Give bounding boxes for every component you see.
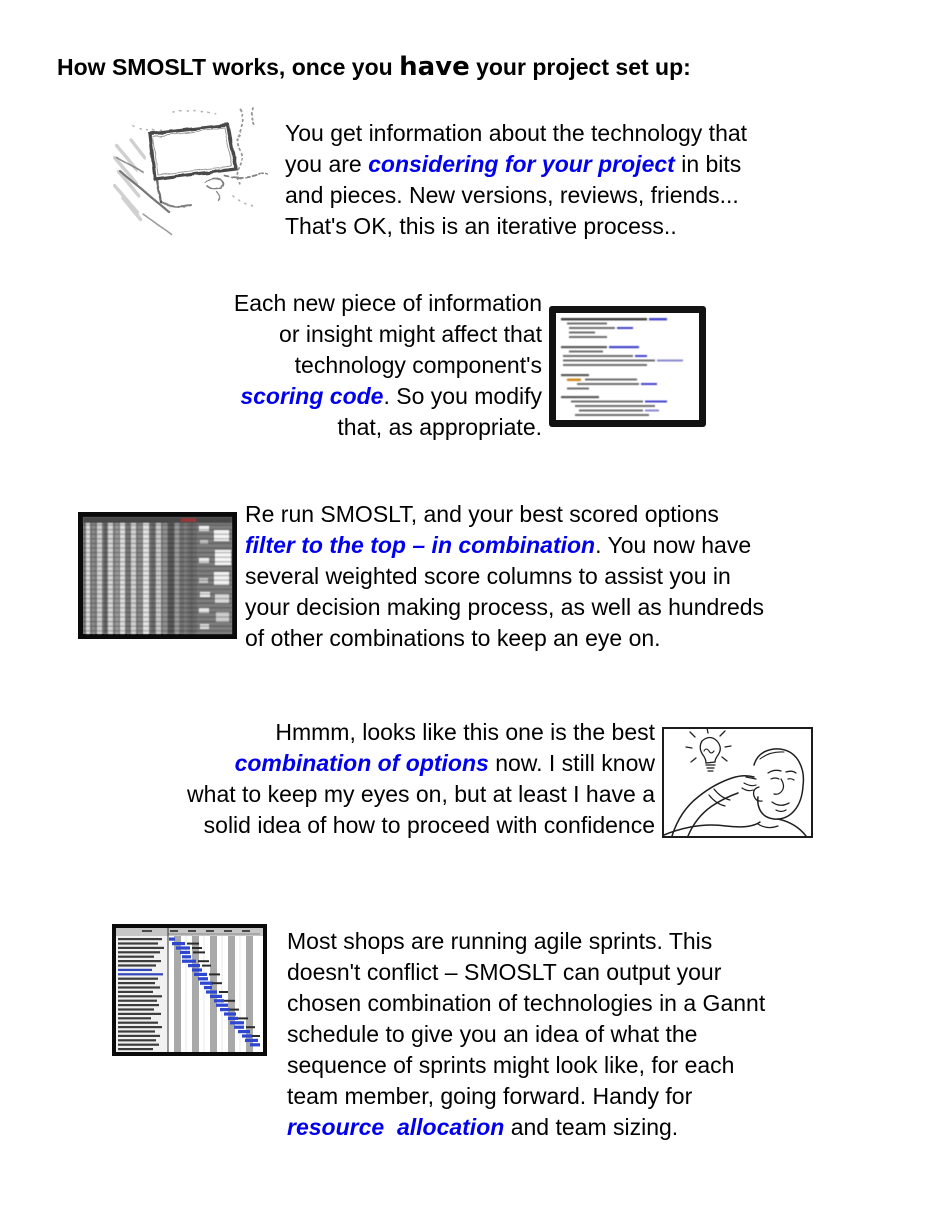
text-run: doesn't conflict – SMOSLT can output your xyxy=(287,959,722,985)
text-run: . So you modify xyxy=(383,383,542,409)
text-run: what to keep my eyes on, but at least I have a xyxy=(187,781,655,807)
thinking-man-icon xyxy=(662,727,813,838)
text-run-highlight: filter to the top – in combination xyxy=(245,532,596,558)
text-line xyxy=(245,499,877,530)
text-line xyxy=(285,149,863,180)
text-run: and pieces. New versions, reviews, friends... xyxy=(285,182,739,208)
text-line xyxy=(287,988,891,1019)
text-run: of other combinations to keep an eye on. xyxy=(245,625,661,651)
text-line xyxy=(83,810,655,841)
section-text-gantt-output xyxy=(287,926,891,1143)
text-run: several weighted score columns to assist you in xyxy=(245,563,731,589)
text-run: now. I still know xyxy=(488,750,655,776)
gantt-chart-icon xyxy=(112,924,267,1056)
text-run: your decision making process, as well as hundreds xyxy=(245,594,765,620)
text-line xyxy=(57,52,917,82)
text-line xyxy=(285,211,863,242)
section-text-best-combination xyxy=(83,717,655,841)
text-line xyxy=(287,1050,891,1081)
text-line xyxy=(287,957,891,988)
text-run: team member, going forward. Handy for xyxy=(287,1083,693,1109)
text-run-highlight: combination of options xyxy=(234,750,489,776)
text-line xyxy=(287,1081,891,1112)
text-run: solid idea of how to proceed with confidence xyxy=(203,812,655,838)
text-run: You get information about the technology that xyxy=(285,120,748,146)
text-line xyxy=(138,381,542,412)
spreadsheet-grid-icon xyxy=(78,512,237,639)
section-text-scoring-code xyxy=(138,288,542,443)
text-line xyxy=(285,180,863,211)
text-run-highlight: considering for your project xyxy=(368,151,675,177)
text-line xyxy=(83,748,655,779)
text-line xyxy=(245,530,877,561)
text-line xyxy=(138,350,542,381)
section-text-gather-info xyxy=(285,118,863,242)
spreadsheet-grid-image xyxy=(78,512,237,639)
text-line xyxy=(287,1019,891,1050)
text-line xyxy=(287,1112,891,1143)
text-line xyxy=(83,717,655,748)
section-text-rerun-results xyxy=(245,499,877,654)
text-run: schedule to give you an idea of what the xyxy=(287,1021,698,1047)
text-line xyxy=(245,623,877,654)
text-run-highlight: have xyxy=(399,52,470,82)
text-line xyxy=(138,288,542,319)
thinking-man-image xyxy=(662,727,813,838)
text-run: or insight might affect that xyxy=(279,321,542,347)
text-run-highlight: resource allocation xyxy=(287,1114,505,1140)
text-run-highlight: scoring code xyxy=(240,383,384,409)
text-run: and team sizing. xyxy=(504,1114,679,1140)
code-screenshot-icon xyxy=(549,306,706,427)
computer-sketch-image xyxy=(113,106,281,238)
text-line xyxy=(138,412,542,443)
gantt-chart-image xyxy=(112,924,267,1056)
text-line xyxy=(245,561,877,592)
text-line xyxy=(245,592,877,623)
text-run: Each new piece of information xyxy=(233,290,542,316)
text-run: chosen combination of technologies in a Gannt xyxy=(287,990,766,1016)
text-run: technology component's xyxy=(294,352,542,378)
computer-sketch-icon xyxy=(113,106,281,238)
text-run: sequence of sprints might look like, for each xyxy=(287,1052,735,1078)
text-line xyxy=(287,926,891,957)
text-run: Hmmm, looks like this one is the best xyxy=(275,719,655,745)
code-screenshot-image xyxy=(549,306,706,427)
text-run: How SMOSLT works, once you xyxy=(57,54,400,80)
text-line xyxy=(83,779,655,810)
text-line xyxy=(138,319,542,350)
text-run: . You now have xyxy=(595,532,752,558)
text-line xyxy=(285,118,863,149)
text-run: in bits xyxy=(674,151,742,177)
text-run: that, as appropriate. xyxy=(337,414,542,440)
text-run: your project set up: xyxy=(469,54,691,80)
text-run: Most shops are running agile sprints. This xyxy=(287,928,713,954)
text-run: That's OK, this is an iterative process.. xyxy=(285,213,677,239)
page-title xyxy=(57,52,917,82)
text-run: you are xyxy=(285,151,369,177)
text-run: Re run SMOSLT, and your best scored options xyxy=(245,501,719,527)
